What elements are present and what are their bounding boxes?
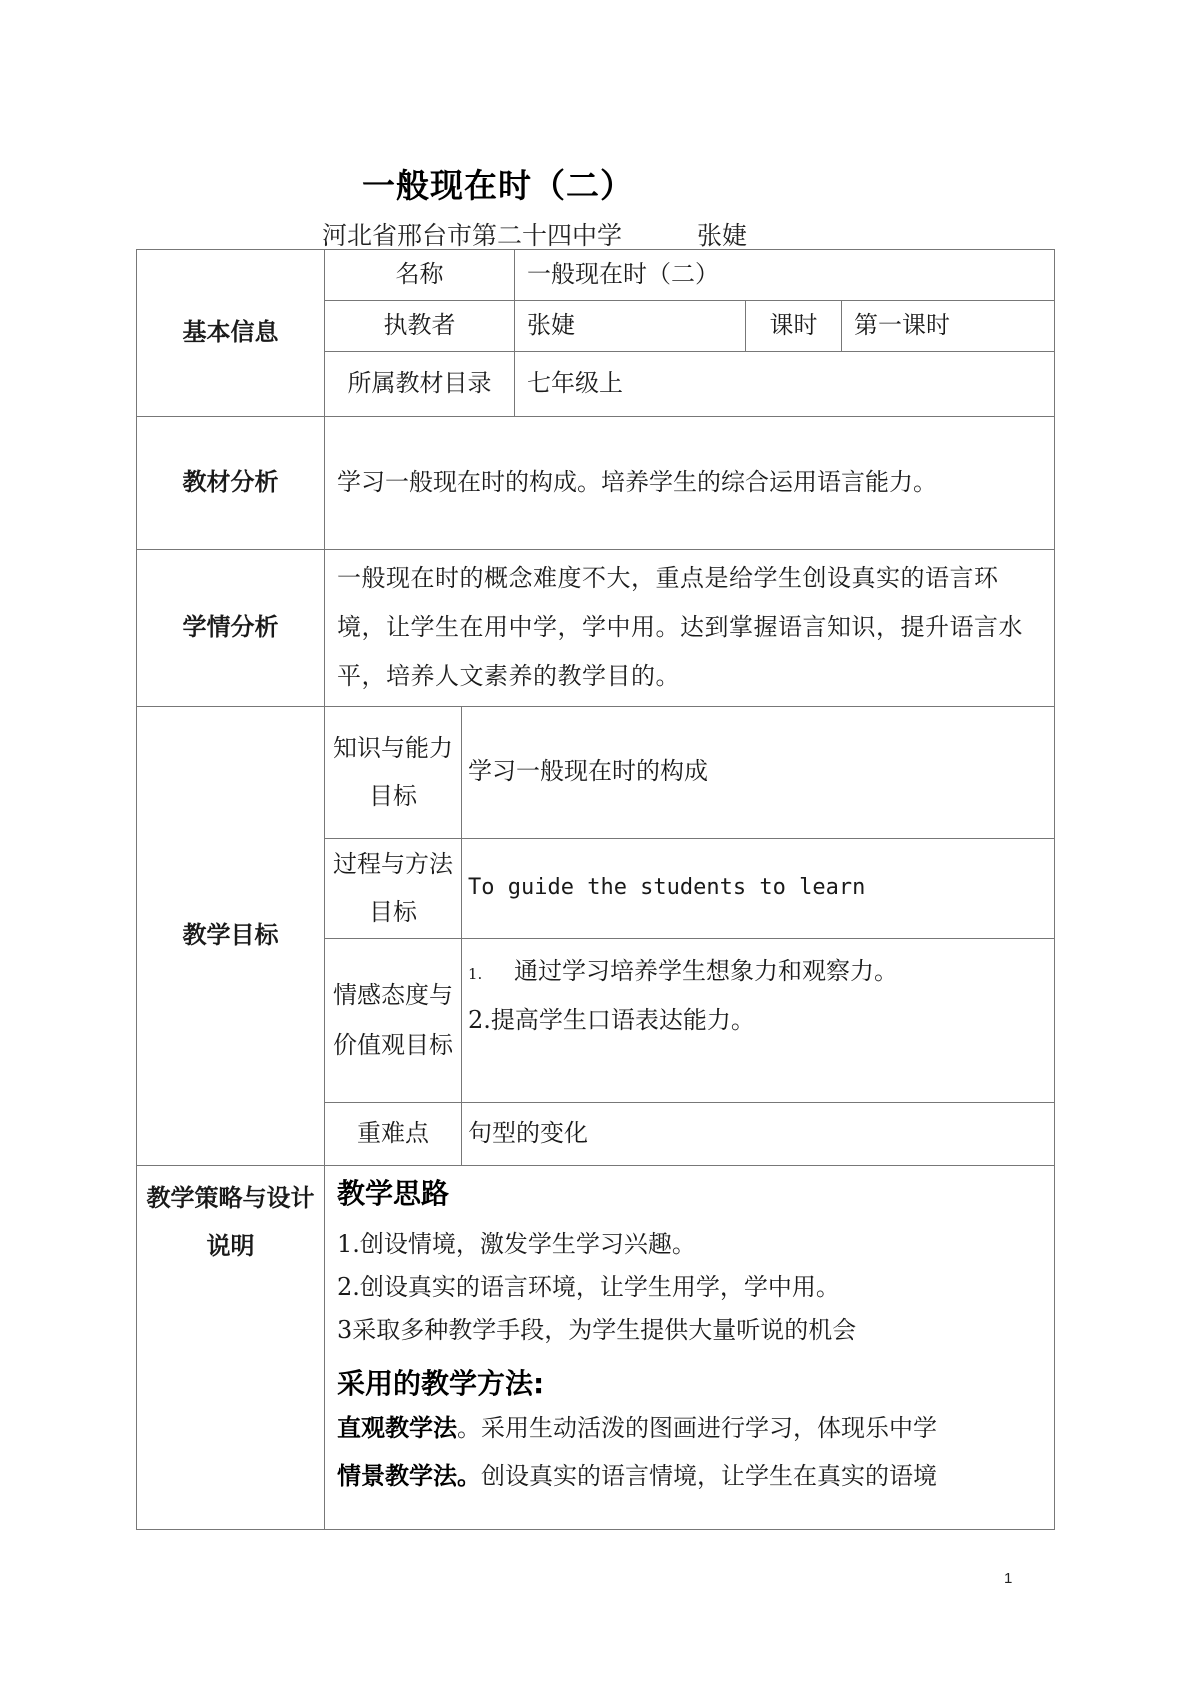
material-analysis-content: 学习一般现在时的构成。培养学生的综合运用语言能力。 [325,417,1055,550]
section-strategy: 教学策略与设计说明 [137,1165,325,1529]
row-material-analysis [137,417,1055,550]
value-goal-knowledge: 学习一般现在时的构成 [462,706,1055,838]
methods-heading: 采用的教学方法: [337,1367,545,1401]
value-teacher: 张婕 [515,301,746,352]
goal-attitude-item-1 [468,947,1054,996]
method-item-2 [337,1452,1046,1500]
value-goal-attitude [462,938,1055,1102]
label-teacher: 执教者 [325,301,515,352]
goal-attitude-item-2: 2.提高学生口语表达能力。 [468,1005,755,1034]
thinking-item-2: 2.创设真实的语言环境，让学生用学，学中用。 [337,1272,840,1301]
value-name: 一般现在时（二） [515,250,1055,301]
label-goal-knowledge: 知识与能力目标 [325,706,462,838]
thinking-heading: 教学思路 [337,1176,450,1210]
label-goal-attitude: 情感态度与价值观目标 [325,938,462,1102]
section-material-analysis: 教材分析 [137,417,325,550]
document-title: 一般现在时（二） [362,166,634,205]
goal-attitude-item-1-text: 通过学习培养学生想象力和观察力。 [514,956,898,985]
label-goal-process: 过程与方法目标 [325,838,462,938]
thinking-item-1: 1.创设情境，激发学生学习兴趣。 [337,1229,696,1258]
method-1-text: 。采用生动活泼的图画进行学习，体现乐中学 [457,1413,937,1442]
label-name: 名称 [325,250,515,301]
label-period: 课时 [746,301,842,352]
value-period: 第一课时 [842,301,1055,352]
lesson-plan-table [136,249,1055,1530]
student-analysis-content: 一般现在时的概念难度不大，重点是给学生创设真实的语言环境，让学生在用中学，学中用。达到掌握语言知识，提升语言水平，培养人文素养的教学目的。 [325,550,1055,707]
document-subtitle: 河北省邢台市第二十四中学 张婕 [322,221,748,250]
row-goal-knowledge [137,706,1055,838]
row-name [137,250,1055,301]
label-catalog: 所属教材目录 [325,352,515,417]
thinking-item-3: 3采取多种教学手段，为学生提供大量听说的机会 [337,1316,857,1345]
page-number: 1 [1004,1570,1013,1587]
value-key-points: 句型的变化 [462,1102,1055,1165]
method-2-text: 创设真实的语言情境，让学生在真实的语境 [481,1461,937,1490]
method-1-name: 直观教学法 [337,1413,457,1442]
value-goal-process: To guide the students to learn [462,838,1055,938]
label-key-points: 重难点 [325,1102,462,1165]
row-strategy [137,1165,1055,1529]
strategy-content [325,1165,1055,1529]
method-2-name: 情景教学法。 [337,1461,481,1490]
section-basic-info: 基本信息 [137,250,325,417]
value-catalog: 七年级上 [515,352,1055,417]
section-student-analysis: 学情分析 [137,550,325,707]
goal-attitude-item-1-number: 1. [468,964,483,983]
row-student-analysis [137,550,1055,707]
section-teaching-goals: 教学目标 [137,706,325,1165]
method-item-1 [337,1404,1046,1452]
